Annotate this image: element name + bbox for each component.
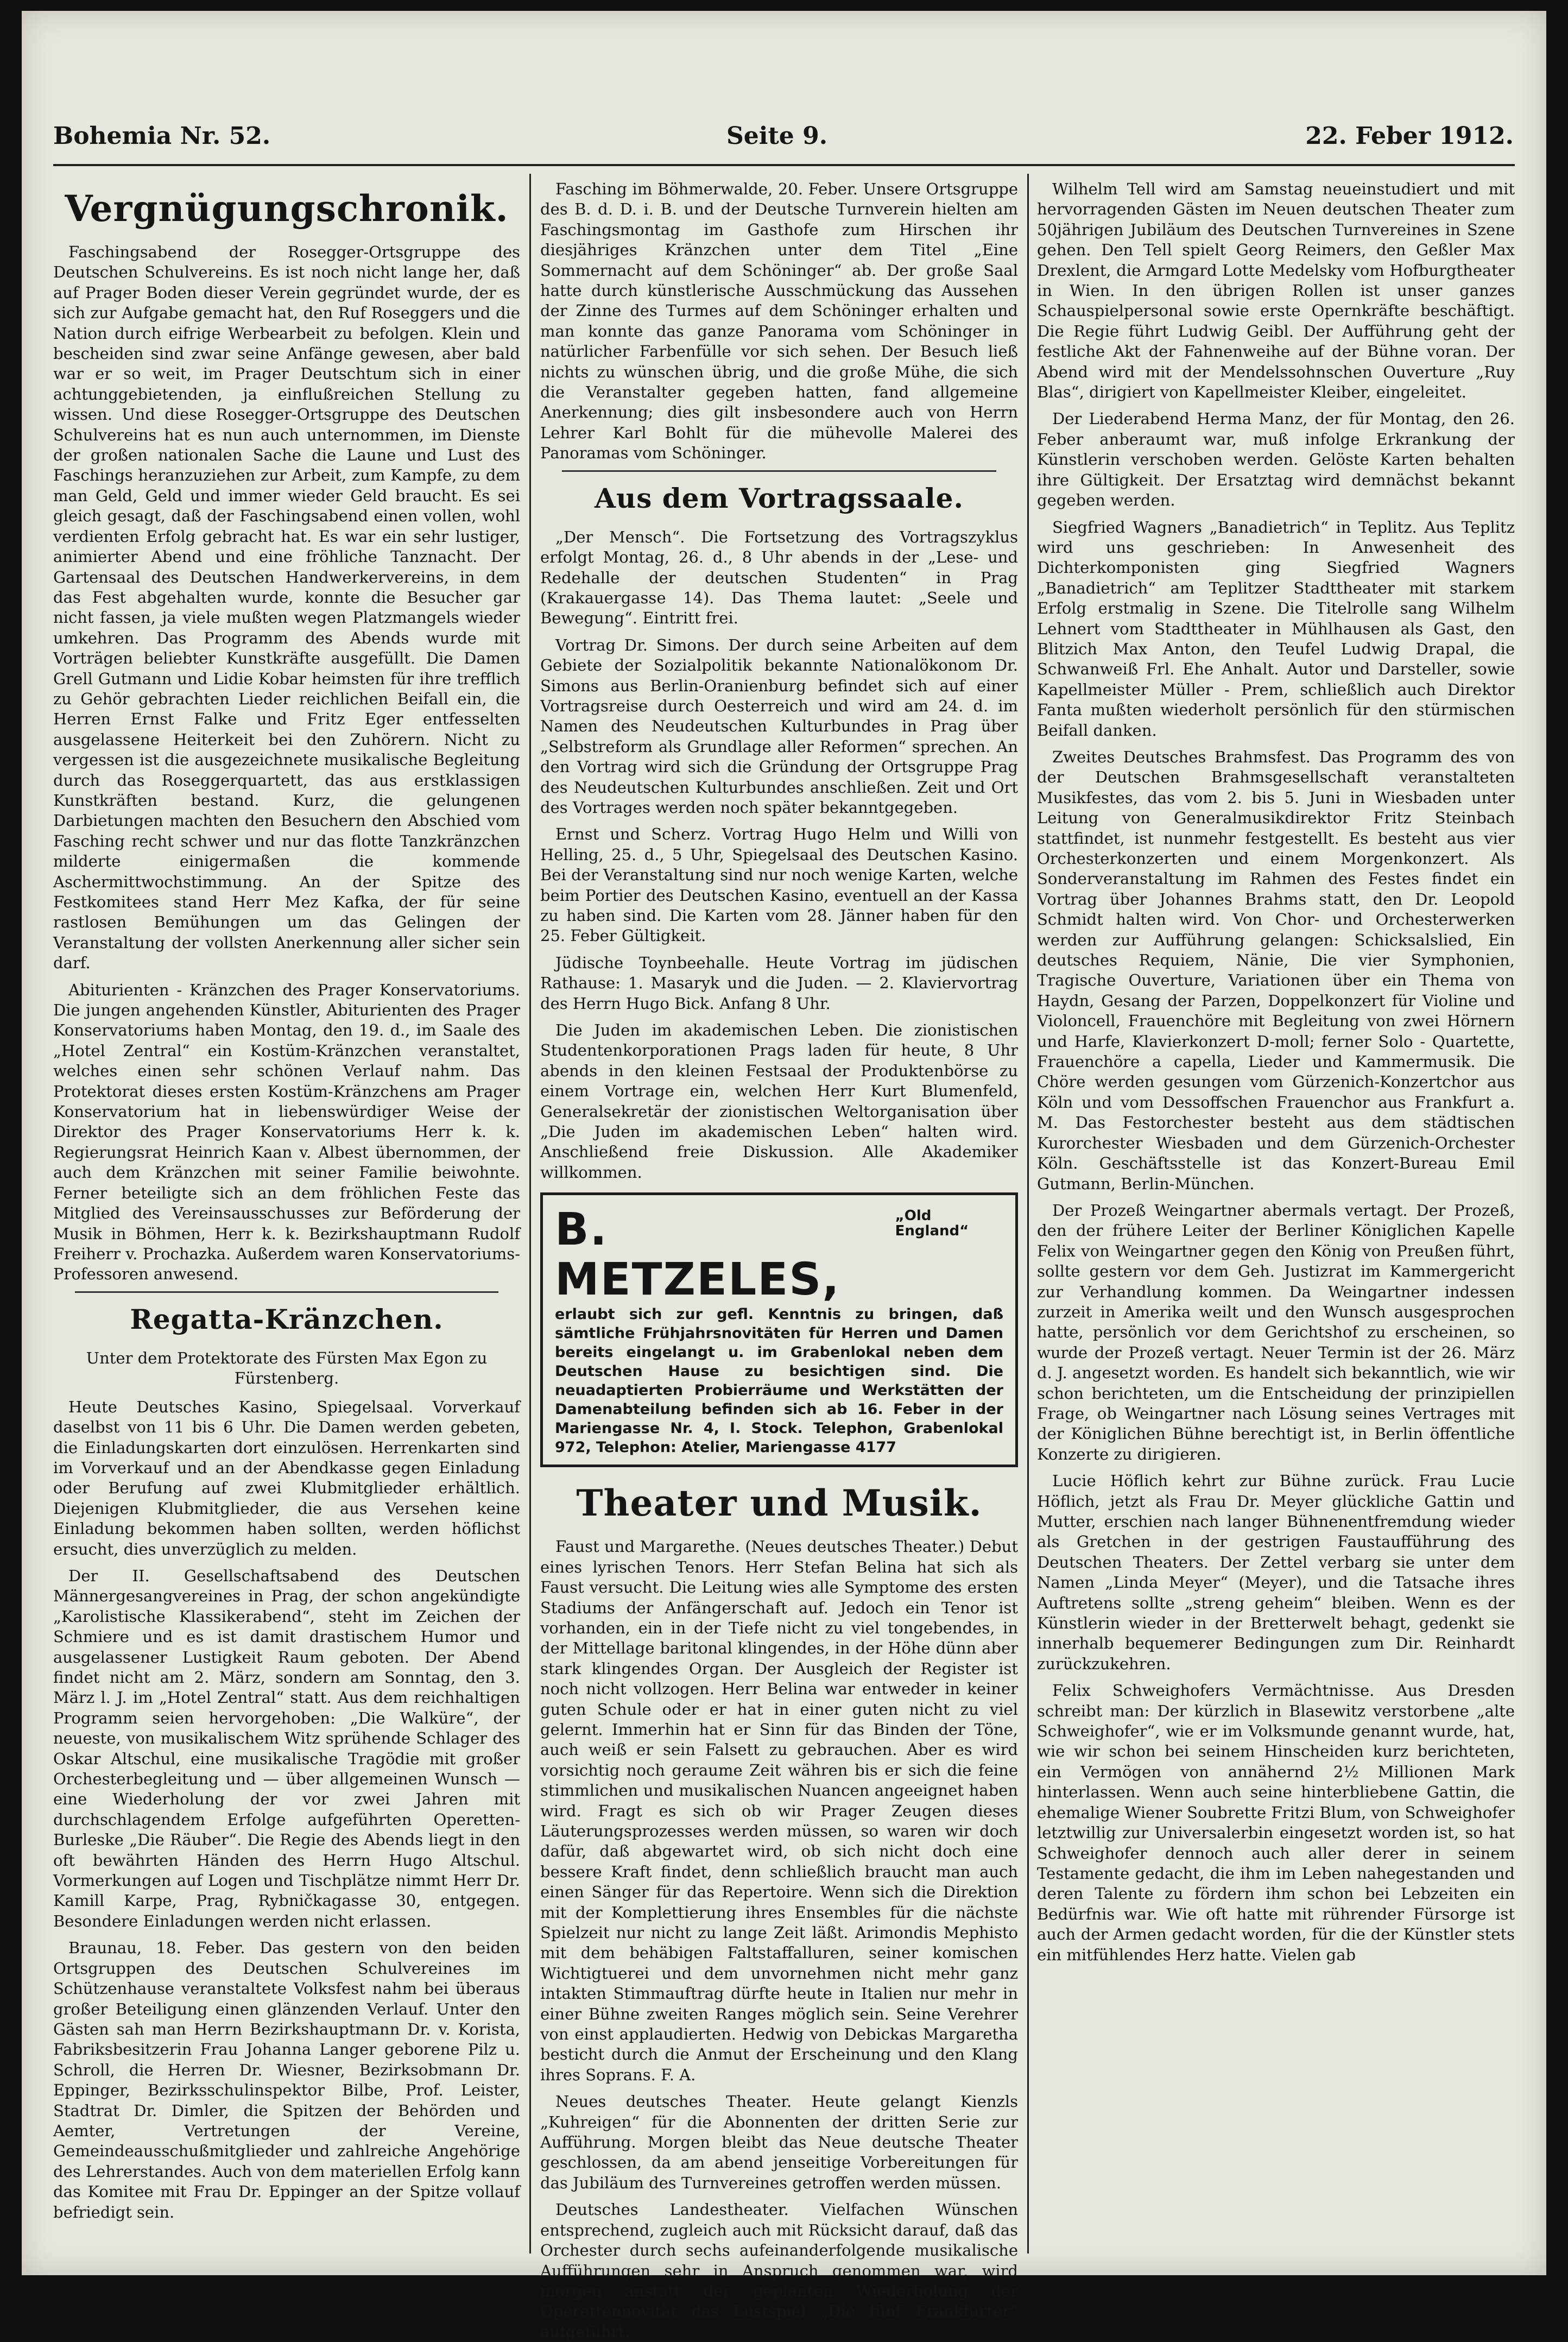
article-paragraph: Lucie Höflich kehrt zur Bühne zurück. Frau Lucie Höflich, jetzt als Frau Dr. Meyer glückliche Gattin und Mutter, erschien nach langer Bühnenentfremdung wieder als Gretchen in der gestrigen Faustaufführung des Deutschen Theaters. Der Zettel verbarg sie unter dem Namen „Linda Meyer“ (Meyer), und die Tatsache ihres Auftretens sollte „streng geheim“ bleiben. Wenn es der Künstlerin wieder in der Bretterwelt behagt, gedenkt sie innerhalb bequemerer Bedingungen zum Dir. Reinhardt zurückzukehren. xyxy=(1037,1472,1515,1673)
article-paragraph: Neues deutsches Theater. Heute gelangt Kienzls „Kuhreigen“ für die Abonnenten der dritten Serie zur Aufführung. Morgen bleibt das Neue deutsche Theater geschlossen, da am abend jenseitige Vorbereitungen für das Jubiläum des Turnvereines getroffen werden müssen. xyxy=(540,2092,1018,2192)
article-paragraph: Jüdische Toynbeehalle. Heute Vortrag im jüdischen Rathause: 1. Masaryk und die Juden. — 2. Klaviervortrag des Herrn Hugo Bick. Anfang 8 Uhr. xyxy=(540,953,1018,1013)
header-journal: Bohemia Nr. 52. xyxy=(53,122,271,150)
article-paragraph: Fasching im Böhmerwalde, 20. Feber. Unsere Ortsgruppe des B. d. D. i. B. und der Deutsche Turnverein hielten am Faschingsmontag im Gasthofe zum Hirschen ihr diesjähriges Kränzchen unter dem Titel „Eine Sommernacht auf dem Schöninger“ ab. Der große Saal hatte durch künstlerische Ausschmückung das Aussehen der Zinne des Turmes auf dem Schöninger erhalten und man konnte das ganze Panorama vom Schöninger in natürlicher Farbenfülle vor sich sehen. Der Besuch ließ nichts zu wünschen übrig, und die große Mühe, die sich die Veranstalter gegeben hatten, fand allgemeine Anerkennung; dies gilt insbesondere auch von Herrn Lehrer Karl Bohlt für die mühevolle Malerei des Panoramas vom Schöninger. xyxy=(540,180,1018,463)
article-paragraph: Braunau, 18. Feber. Das gestern von den beiden Ortsgruppen des Deutschen Schulvereines im Schützenhause veranstaltete Volksfest nahm bei überaus großer Beteiligung einen glänzenden Verlauf. Unter den Gästen sah man Herrn Bezirkshauptmann Dr. v. Korista, Fabriksbesitzerin Frau Johanna Langer geborene Pilz u. Schroll, die Herren Dr. Wiesner, Bezirksobmann Dr. Eppinger, Bezirksschulinspektor Bilbe, Prof. Leister, Stadtrat Dr. Dimler, die Spitzen der Behörden und Aemter, Vertretungen der Vereine, Gemeindeausschußmitglieder und zahlreiche Angehörige des Lehrerstandes. Auch von dem materiellen Erfolg kann das Komitee mit Frau Dr. Eppinger an der Spitze vollauf befriedigt sein. xyxy=(53,1939,520,2221)
header-page-number: Seite 9. xyxy=(726,122,828,150)
ad-tagline: „Old England“ xyxy=(895,1208,969,1240)
article-paragraph: Zweites Deutsches Brahmsfest. Das Programm des von der Deutschen Brahmsgesellschaft veranstalteten Musikfestes, das vom 2. bis 5. Juni in Wiesbaden unter Leitung von Generalmusikdirektor Fritz Steinbach stattfindet, ist nunmehr festgestellt. Es besteht aus vier Orchesterkonzerten und einem Morgenkonzert. Als Sonderveranstaltung im Rahmen des Festes findet ein Vortrag über Johannes Brahms statt, den Dr. Leopold Schmidt halten wird. Von Chor- und Orchesterwerken werden zur Aufführung gelangen: Schicksalslied, Ein deutsches Requiem, Nänie, Die vier Symphonien, Tragische Ouverture, Variationen über ein Thema von Haydn, Gesang der Parzen, Doppelkonzert für Violine und Violoncell, Frauenchöre mit Begleitung von zwei Hörnern und Harfe, Klavierkonzert D-moll; ferner Solo - Quartette, Frauenchöre a capella, Lieder und Kammermusik. Die Chöre werden gesungen vom Gürzenich-Konzertchor aus Köln und vom Dessoffschen Frauenchor aus Frankfurt a. M. Das Festorchester besteht aus dem städtischen Kurorchester Wiesbaden und dem Gürzenich-Orchester Köln. Geschäftsstelle ist das Konzert-Bureau Emil Gutmann, Berlin-München. xyxy=(1037,747,1515,1193)
article-paragraph: „Der Mensch“. Die Fortsetzung des Vortragszyklus erfolgt Montag, 26. d., 8 Uhr abends in der „Lese- und Redehalle der deutschen Studenten“ in Prag (Krakauergasse 14). Das Thema lautet: „Seele und Bewegung“. Eintritt frei. xyxy=(540,527,1018,628)
article-paragraph: Der Prozeß Weingartner abermals vertagt. Der Prozeß, den der frühere Leiter der Berliner Königlichen Kapelle Felix von Weingartner gegen den König von Preußen führt, sollte gestern vor dem Geh. Justizrat im Kammergericht zur Verhandlung kommen. Da Weingartner indessen zurzeit in Amerika weilt und den Wunsch ausgesprochen hatte, persönlich vor dem Gerichtshof zu erscheinen, so wurde der Prozeß vertagt. Neuer Termin ist der 26. März d. J. angesetzt worden. Es handelt sich bekanntlich, wie wir schon berichteten, um die Entscheidung der prinzipiellen Frage, ob Weingartner nach Lösung seines Vertrages mit der Königlichen Bühne berechtigt ist, in Berlin öffentliche Konzerte zu dirigieren. xyxy=(1037,1201,1515,1463)
ad-brand-name: B. METZELES, xyxy=(555,1204,840,1306)
header-rule xyxy=(53,164,1515,166)
article-paragraph: Heute Deutsches Kasino, Spiegelsaal. Vorverkauf daselbst von 11 bis 6 Uhr. Die Damen werden gebeten, die Einladungskarten dort einzulösen. Herrenkarten sind im Vorverkauf und an der Abendkasse gegen Einladung oder Berufung auf zwei Klubmitglieder erhältlich. Diejenigen Klubmitglieder, die aus Versehen keine Einladung bekommen haben sollten, werden höflichst ersucht, dies unverzüglich zu melden. xyxy=(53,1397,520,1558)
article-paragraph: Ernst und Scherz. Vortrag Hugo Helm und Willi von Helling, 25. d., 5 Uhr, Spiegelsaal des Deutschen Kasino. Bei der Veranstaltung sind nur noch wenige Karten, welche beim Portier des Deutschen Kasino, eventuell an der Kassa zu haben sind. Die Karten vom 28. Jänner haben für den 25. Feber Gültigkeit. xyxy=(540,825,1018,945)
article-paragraph: Die Juden im akademischen Leben. Die zionistischen Studentenkorporationen Prags laden für heute, 8 Uhr abends in den kleinen Festsaal der Produktenbörse zu einem Vortrage ein, welchen Herr Kurt Blumenfeld, Generalsekretär der zionistischen Weltorganisation über „Die Juden im akademischen Leben“ halten wird. Anschließend freie Diskussion. Alle Akademiker willkommen. xyxy=(540,1021,1018,1182)
section-heading-regatta: Regatta-Kränzchen. xyxy=(130,1303,444,1335)
column-right xyxy=(1037,179,1515,2253)
section-heading-theater-musik: Theater und Musik. xyxy=(576,1482,982,1525)
page-header xyxy=(53,122,1514,160)
ad-text: erlaubt sich zur gefl. Kenntnis zu bringen, daß sämtliche Frühjahrsnovitäten für Herren und Damen bereits eingelangt u. im Grabenlokal neben dem Deutschen Hause zu besichtigen sind. Die neuadaptierten Probierräume und Werkstätten der Damenabteilung befinden sich ab 16. Feber in der Mariengasse Nr. 4, I. Stock. Telephon, Grabenlokal 972, Telephon: Atelier, Mariengasse 4177 xyxy=(555,1306,1003,1456)
column-left xyxy=(53,179,520,2253)
separator xyxy=(562,470,996,472)
article-paragraph: Der II. Gesellschaftsabend des Deutschen Männergesangvereines in Prag, der schon angekündigte „Karolistische Klassikerabend“, steht im Zeichen der Schmiere und es ist damit drastischem Humor und ausgelassener Lustigkeit Raum geboten. Der Abend findet nicht am 2. März, sondern am Sonntag, den 3. März l. J. im „Hotel Zentral“ statt. Aus dem reichhaltigen Programm seien hervorgehoben: „Die Walküre“, der neueste, von musikalischem Witz sprühende Schlager des Oskar Altschul, eine musikalische Tragödie mit großer Orchesterbegleitung und — über allgemeinen Wunsch — eine Wiederholung der vor zwei Jahren mit durchschlagendem Erfolge aufgeführten Operetten-Burleske „Die Räuber“. Die Regie des Abends liegt in den oft bewährten Händen des Herrn Hugo Altschul. Vormerkungen auf Logen und Tischplätze nimmt Herr Dr. Kamill Karpe, Prag, Rybničkagasse 30, entgegen. Besondere Einladungen werden nicht erlassen. xyxy=(53,1566,520,1930)
newspaper-page xyxy=(22,11,1546,2341)
article-paragraph: Faschingsabend der Rosegger-Ortsgruppe des Deutschen Schulvereins. Es ist noch nicht lange her, daß auf Prager Boden dieser Verein gegründet wurde, der es sich zur Aufgabe gemacht hat, den Ruf Roseggers und die Nation durch eifrige Werbearbeit zu befolgen. Klein und bescheiden sind zwar seine Anfänge gewesen, aber bald war er so weit, im Prager Deutschtum sich in einer achtunggebietenden, ja einflußreichen Stellung zu wissen. Und diese Rosegger-Ortsgruppe des Deutschen Schulvereins hat es nun auch unternommen, im Dienste der großen nationalen Sache die Laune und Lust des Faschings heranzuziehen zur Arbeit, zum Kampfe, zu dem man Geld, Geld und immer wieder Geld braucht. Es sei gleich gesagt, daß der Faschingsabend einen vollen, wohl verdienten Erfolg gebracht hat. Es war ein sehr lustiger, animierter Abend und eine fröhliche Tanznacht. Der Gartensaal des Deutschen Handwerkervereins, in dem das Fest abgehalten wurde, konnte die Besucher gar nicht fassen, ja viele mußten wegen Platzmangels wieder umkehren. Das Programm des Abends wurde mit Vorträgen beliebter Kunstkräfte ausgefüllt. Die Damen Grell Gutmann und Lidie Kobar heimsten für ihre trefflich zu Gehör gebrachten Lieder reichlichen Beifall ein, die Herren Ernst Falke und Fritz Eger entfesselten ausgelassene Heiterkeit bei den Zuhörern. Nicht zu vergessen ist die ausgezeichnete musikalische Begleitung durch das Roseggerquartett, das aus erstklassigen Kunstkräften bestand. Kurz, die gelungenen Darbietungen machten den Besuchern den Abschied vom Fasching recht schwer und nur das flotte Tanzkränzchen milderte einigermaßen die kommende Aschermittwochstimmung. An der Spitze des Festkomitees stand Herr Mez Kafka, der für seine rastlosen Bemühungen um das Gelingen der Veranstaltung der vollsten Anerkennung aller sicher sein darf. xyxy=(53,243,520,973)
section-heading-vortragssaale: Aus dem Vortragssaale. xyxy=(595,482,964,514)
column-divider-2 xyxy=(1027,174,1029,2253)
article-paragraph: Vortrag Dr. Simons. Der durch seine Arbeiten auf dem Gebiete der Sozialpolitik bekannte Nationalökonom Dr. Simons aus Berlin-Oranienburg befindet sich auf einer Vortragsreise durch Oesterreich und wird am 24. d. im Namen des Neudeutschen Kulturbundes in Prag über „Selbstreform als Grundlage aller Reformen“ sprechen. An den Vortrag wird sich die Gründung der Ortsgruppe Prag des Neudeutschen Kulturbundes anschließen. Zeit und Ort des Vortrages werden noch später bekanntgegeben. xyxy=(540,635,1018,817)
article-paragraph: Wilhelm Tell wird am Samstag neueinstudiert und mit hervorragenden Gästen im Neuen deutschen Theater zum 50jährigen Jubiläum des Deutschen Turnvereines in Szene gehen. Den Tell spielt Georg Reimers, den Geßler Max Drexlent, die Armgard Lotte Medelsky vom Hofburgtheater in Wien. In den übrigen Rollen ist unser ganzes Schauspielpersonal sowie erste Opernkräfte beschäftigt. Die Regie führt Ludwig Geibl. Der Aufführung geht der festliche Akt der Fahnenweihe auf der Bühne voran. Der Abend wird mit der Mendelssohnschen Ouverture „Ruy Blas“, dirigiert von Kapellmeister Kleiber, eingeleitet. xyxy=(1037,180,1515,402)
article-paragraph: Faust und Margarethe. (Neues deutsches Theater.) Debut eines lyrischen Tenors. Herr Stefan Belina hat sich als Faust versucht. Die Leitung wies alle Symptome des ersten Stadiums der Anfängerschaft auf. Jedoch ein Tenor ist vorhanden, ein in der Tiefe nicht zu viel tongebendes, in der Mittellage baritonal klingendes, in der Höhe dünn aber stark klingendes Organ. Der Ausgleich der Register ist noch nicht vollzogen. Herr Belina war entweder in keiner guten Schule oder er hat in einer guten nicht zu viel gelernt. Immerhin hat er Sinn für das Binden der Töne, auch weiß er sein Falsett zu gebrauchen. Aber es wird vorsichtig noch geraume Zeit währen bis er sich die feine stimmlichen und musikalischen Nuancen angeeignet haben wird. Fragt es sich ob wir Prager Zeugen dieses Läuterungsprozesses werden müssen, so waren wir doch dafür, daß abgewartet wird, ob sich nicht doch eine bessere Kraft findet, denn schließlich braucht man auch einen Sänger für das Repertoire. Wenn sich die Direktion mit der Komplettierung ihres Ensembles für die nächste Spielzeit nur nicht zu lange Zeit läßt. Arimondis Mephisto mit dem behäbigen Faltstaffalluren, seiner komischen Wichtigtuerei und dem unvornehmen nicht mehr ganz intakten Stimmauftrag dürfte heute in Italien nur mehr in einer Bühne zweiten Ranges möglich sein. Seine Verehrer von einst applaudierten. Hedwig von Debickas Margaretha besticht durch die Anmut der Erscheinung und den Klang ihres Soprans. F. A. xyxy=(540,1537,1018,2084)
article-paragraph: Felix Schweighofers Vermächtnisse. Aus Dresden schreibt man: Der kürzlich in Blasewitz verstorbene „alte Schweighofer“, wie er im Volksmunde genannt wurde, hat, wie wir schon bei seinem Hinscheiden kurz berichteten, ein Vermögen von annähernd 2½ Millionen Mark hinterlassen. Wenn auch seine hinterbliebene Gattin, die ehemalige Wiener Soubrette Fritzi Blum, von Schweighofer letztwillig zur Universalerbin eingesetzt worden ist, so hat Schweighofer dennoch auch aller derer in seinem Testamente gedacht, die ihm im Leben nahegestanden und deren Talente zu fördern ihm schon bei Lebzeiten ein Bedürfnis war. Wie oft hatte mit rührender Fürsorge ist auch der Armen gedacht worden, für die der Künstler stets ein mitfühlendes Herz hatte. Vielen gab xyxy=(1037,1681,1515,1964)
column-middle xyxy=(540,179,1018,2341)
article-paragraph: Deutsches Landestheater. Vielfachen Wünschen entsprechend, zugleich auch mit Rücksicht darauf, daß das Orchester durch sechs aufeinanderfolgende musikalische Aufführungen sehr in Anspruch genommen war, wird morgen anstatt der geplanten Wiederholung der Operettennovität das Lustspiel „Die fünf Frankfurter“ aufgeführt. xyxy=(540,2200,1018,2341)
column-divider-1 xyxy=(529,174,531,2253)
section-heading-vergnuegungschronik: Vergnügungschronik. xyxy=(65,187,509,230)
regatta-subtitle: Unter dem Protektorate des Fürsten Max Egon zu Fürstenberg. xyxy=(86,1348,488,1387)
article-paragraph: Der Liederabend Herma Manz, der für Montag, den 26. Feber anberaumt war, muß infolge Erkrankung der Künstlerin verschoben werden. Gelöste Karten behalten ihre Gültigkeit. Der Ersatztag wird demnächst bekannt gegeben werden. xyxy=(1037,409,1515,510)
advertisement-metzeles xyxy=(540,1192,1018,1467)
ad-header xyxy=(555,1205,1003,1305)
separator xyxy=(75,1291,498,1293)
article-paragraph: Abiturienten - Kränzchen des Prager Konservatoriums. Die jungen angehenden Künstler, Abiturienten des Prager Konservatoriums haben Montag, den 19. d., im Saale des „Hotel Zentral“ ein Kostüm-Kränzchen veranstaltet, welches einen sehr schönen Verlauf nahm. Das Protektorat dieses ersten Kostüm-Kränzchens am Prager Konservatorium hat in liebenswürdiger Weise der Direktor des Prager Konservatoriums Herr k. k. Regierungsrat Heinrich Kaan v. Albest übernommen, der auch dem Kränzchen mit seiner Familie beiwohnte. Ferner beteiligte sich an dem fröhlichen Feste das Mitglied des Vereinsausschusses zur Beförderung der Musik in Böhmen, Herr k. k. Bezirkshauptmann Rudolf Freiherr v. Prochazka. Außerdem waren Konservatoriums-Professoren anwesend. xyxy=(53,980,520,1284)
article-paragraph: Siegfried Wagners „Banadietrich“ in Teplitz. Aus Teplitz wird uns geschrieben: In Anwesenheit des Dichterkomponisten ging Siegfried Wagners „Banadietrich“ am Teplitzer Stadttheater mit starkem Erfolg erstmalig in Szene. Die Titelrolle sang Wilhelm Lehnert vom Stadttheater in Mühlhausen als Gast, den Blitzich Max Anton, den Teufel Ludwig Drapal, die Schwanweiß Frl. Ehe Anhalt. Autor und Darsteller, sowie Kapellmeister Müller - Prem, schließlich auch Direktor Fanta mußten wiederholt persönlich für den stürmischen Beifall danken. xyxy=(1037,517,1515,740)
header-date: 22. Feber 1912. xyxy=(1305,122,1514,150)
